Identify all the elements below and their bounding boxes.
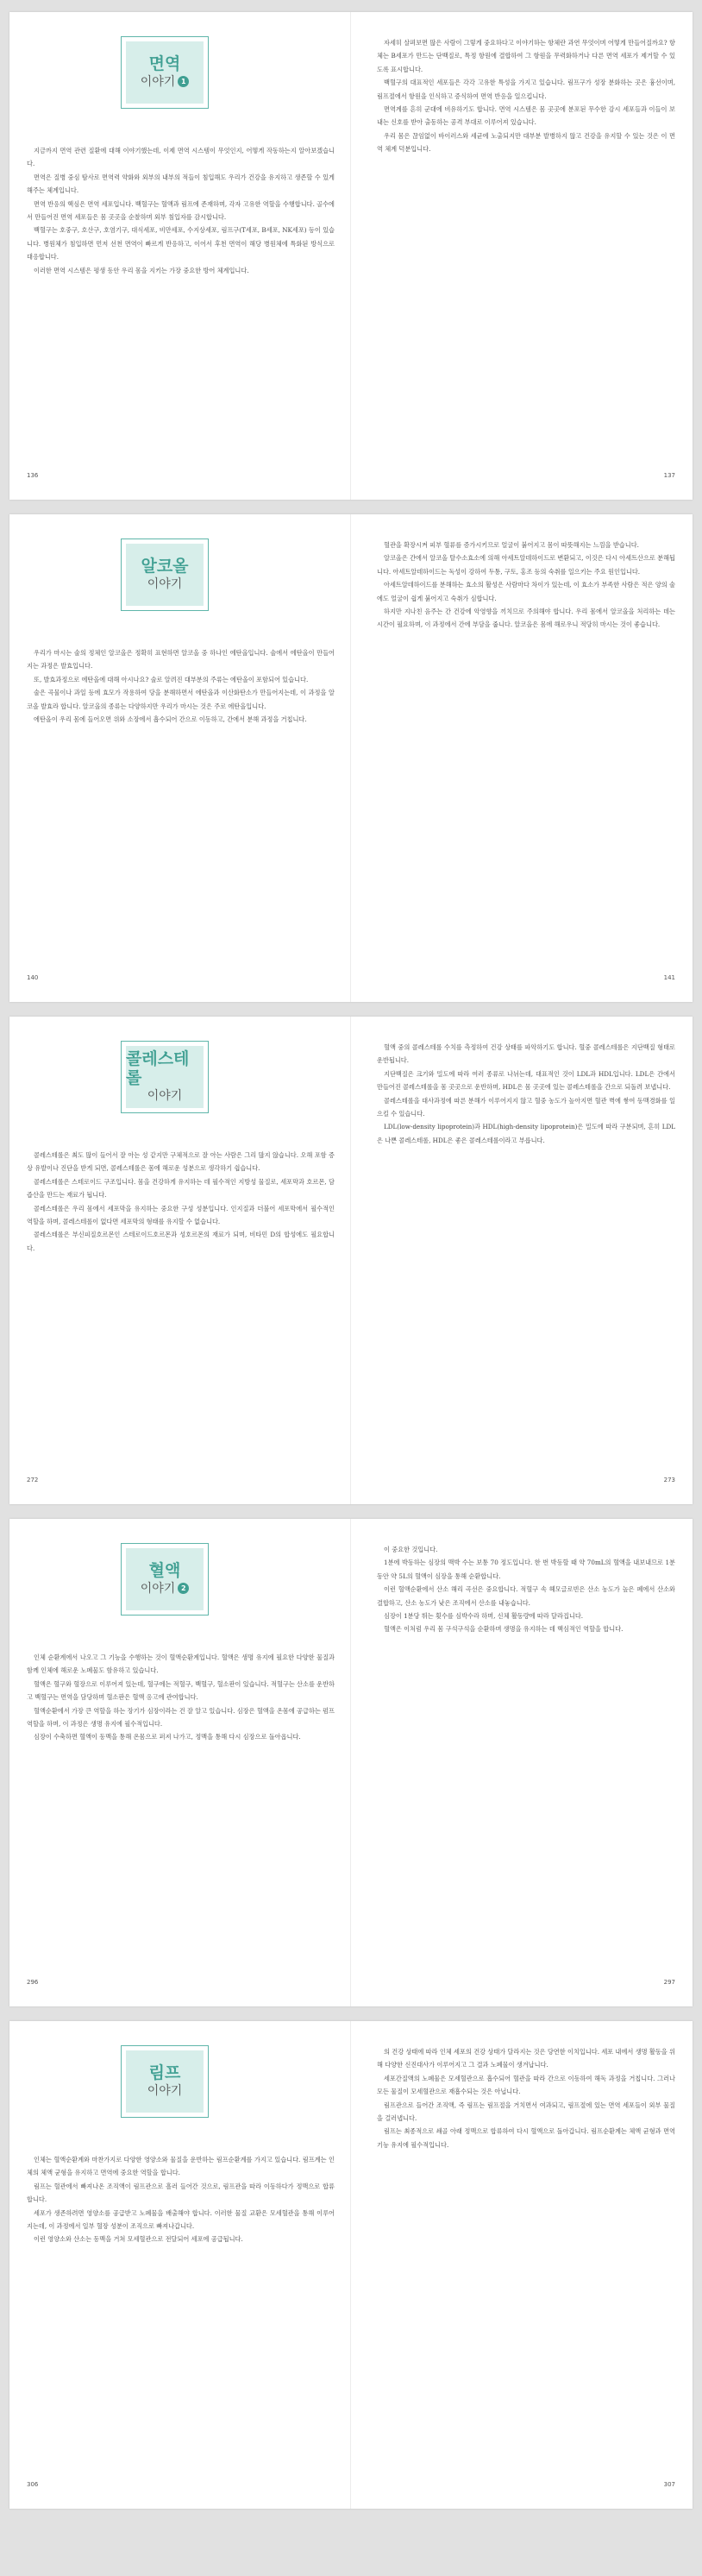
chapter-title-box	[121, 1041, 209, 1113]
page-number: 141	[663, 974, 675, 981]
paragraph: 이런 혈액순환에서 산소 해리 곡선은 중요합니다. 적혈구 속 헤모글로빈은 산소 농도가 높은 폐에서 산소와 결합하고, 산소 농도가 낮은 조직에서 산소를 내놓습니다.	[377, 1585, 675, 1607]
paragraph: 인체 순환계에서 나오고 그 기능을 수행하는 것이 혈액순환계입니다. 혈액은 생명 유지에 필요한 다양한 물질과 함께 인체에 해로운 노폐물도 함유하고 있습니다.	[27, 1653, 335, 1675]
body-text	[377, 2045, 675, 2151]
paragraph: 면역계를 흔히 군대에 비유하기도 합니다. 면역 시스템은 몸 곳곳에 분포된 무수한 감시 세포들과 이들이 보내는 신호를 받아 출동하는 공격 부대로 이루어져 있습니다.	[377, 105, 675, 127]
paragraph: 이러한 면역 시스템은 평생 동안 우리 몸을 지키는 가장 중요한 방어 체계입니다.	[34, 266, 249, 274]
chapter-title-box	[121, 36, 209, 109]
paragraph: 심장이 수축하면 혈액이 동맥을 통해 온몸으로 퍼져 나가고, 정맥을 통해 다시 심장으로 돌아옵니다.	[34, 1733, 301, 1741]
chapter-subtitle	[147, 1088, 183, 1104]
chapter-title-inner	[126, 1046, 204, 1108]
paragraph: 콜레스테롤은 최도 많이 들어서 잘 아는 성 같지만 구체적으로 잘 아는 사람은 그리 많지 않습니다. 오해 포함 증상 유발이나 진단을 받게 되면, 콜레스테롤은 몸에 해로운 성분으로 생각하기 쉽습니다.	[27, 1151, 335, 1173]
chapter-title-box	[121, 2045, 209, 2118]
paragraph: 심장이 1분당 뛰는 횟수를 심박수라 하며, 신체 활동량에 따라 달라집니다.	[384, 1612, 584, 1621]
left-page	[9, 2021, 351, 2509]
paragraph: 콜레스테롤은 스테로이드 구조입니다. 몸을 건강하게 유지하는 데 필수적인 지방성 물질로, 세포막과 호르몬, 담즙산을 만드는 재료가 됩니다.	[27, 1177, 335, 1200]
paragraph: 또, 발효과정으로 에탄올에 대해 아시나요? 술로 알려진 대부분의 주류는 에탄올이 포함되어 있습니다.	[34, 675, 309, 683]
paragraph: 콜레스테롤은 우리 몸에서 세포막을 유지하는 중요한 구성 성분입니다. 인지질과 더불어 세포막에서 필수적인 역할을 하며, 콜레스테롤이 없다면 세포막의 형태를 유지할 수 없습니다.	[27, 1204, 335, 1226]
body-text	[377, 1543, 675, 1636]
chapter-title-box	[121, 539, 209, 611]
page-number: 306	[27, 2481, 39, 2488]
paragraph: 아세트알데하이드를 분해하는 효소의 활성은 사람마다 차이가 있는데, 이 효소가 부족한 사람은 적은 양의 술에도 얼굴이 쉽게 붉어지고 숙취가 심합니다.	[377, 581, 675, 602]
chapter-subtitle-text: 이야기	[147, 2083, 183, 2098]
paragraph: 우리 몸은 끊임없이 바이러스와 세균에 노출되지만 대부분 발병하지 않고 건강을 유지할 수 있는 것은 이 면역 체계 덕분입니다.	[377, 131, 675, 154]
chapter-title-inner	[126, 41, 204, 104]
paragraph: 자세히 살펴보면 많은 사람이 그렇게 중요하다고 이야기하는 항체란 과연 무엇이며 어떻게 만들어질까요? 항체는 B세포가 만드는 단백질로, 특정 항원에 결합하여 그 항원을 무력화하거나 다른 면역 세포가 제거할 수 있도록 표시합니다.	[377, 39, 675, 73]
chapter-subtitle-text: 이야기	[140, 74, 176, 89]
body-text	[377, 36, 675, 156]
page-number: 297	[663, 1979, 675, 1986]
page-number: 140	[27, 974, 39, 981]
right-page	[351, 2021, 693, 2509]
page-number: 136	[27, 472, 39, 479]
paragraph: 지단백질은 크기와 밀도에 따라 여러 종류로 나뉘는데, 대표적인 것이 LDL과 HDL입니다. LDL은 간에서 만들어진 콜레스테롤을 몸 곳곳으로 운반하며, HDL은 몸 곳곳에 있는 콜레스테롤을 간으로 되돌려 보냅니다.	[377, 1069, 675, 1092]
paragraph: LDL(low-density lipoprotein)과 HDL(high-density lipoprotein)은 밀도에 따라 구분되며, 흔히 LDL은 나쁜 콜레스테롤, HDL은 좋은 콜레스테롤이라고 부릅니다.	[377, 1123, 675, 1144]
paragraph: 백혈구는 호중구, 호산구, 호염기구, 대식세포, 비만세포, 수지상세포, 림프구(T세포, B세포, NK세포) 등이 있습니다. 병원체가 침입하면 먼저 선천 면역이 빠르게 반응하고, 이어서 후천 면역이 해당 병원체에 특화된 방식으로 대응합니다.	[27, 226, 335, 261]
right-page	[351, 12, 693, 500]
paragraph: 면역은 질병 중심 탐사로 면역력 약화와 외부의 내부의 적들이 침입해도 우리가 건강을 유지하고 생존할 수 있게 해주는 체계입니다.	[27, 173, 335, 195]
body-text	[27, 2153, 335, 2246]
paragraph: 혈관을 확장시켜 피부 혈류를 증가시키므로 얼굴이 붉어지고 몸이 따뜻해지는 느낌을 받습니다.	[384, 541, 639, 549]
chapter-number-badge: 2	[178, 1583, 189, 1594]
chapter-subtitle	[141, 1581, 190, 1597]
paragraph: 알코올은 간에서 알코올 탈수소효소에 의해 아세트알데하이드로 변환되고, 이것은 다시 아세트산으로 분해됩니다. 아세트알데하이드는 독성이 강하여 두통, 구토, 홍조 등의 숙취를 일으키는 주요 원인입니다.	[377, 554, 675, 576]
body-text	[377, 539, 675, 632]
chapter-subtitle	[141, 74, 190, 90]
chapter-title: 콜레스테롤	[126, 1049, 190, 1087]
paragraph: 1분에 박동하는 심장의 맥박 수는 보통 70 정도입니다. 한 번 박동할 때 약 70mL의 혈액을 내보내므로 1분 동안 약 5L의 혈액이 심장을 통해 순환합니다.	[377, 1559, 675, 1580]
paragraph: 콜레스테롤을 대사과정에 따른 분해가 이루어지지 않고 혈중 농도가 높아지면 혈관 벽에 쌓여 동맥경화를 일으킬 수 있습니다.	[377, 1096, 675, 1118]
paragraph: 하지만 지나친 음주는 간 건강에 악영향을 끼치므로 주의해야 합니다. 우리 몸에서 알코올을 처리하는 데는 시간이 필요하며, 이 과정에서 간에 부담을 줍니다. 알코올은 몸에 해로우니 적당히 마시는 것이 좋습니다.	[377, 608, 675, 629]
paragraph: 지금까지 면역 관련 질환에 대해 이야기했는데, 이제 면역 시스템이 무엇인지, 어떻게 작동하는지 알아보겠습니다.	[27, 147, 335, 168]
chapter-title: 림프	[148, 2063, 181, 2082]
page-number: 307	[663, 2481, 675, 2488]
right-page	[351, 1519, 693, 2006]
chapter-title: 혈액	[148, 1560, 181, 1580]
paragraph: 혈액은 이처럼 우리 몸 구석구석을 순환하며 생명을 유지하는 데 핵심적인 역할을 합니다.	[384, 1625, 624, 1634]
left-page	[9, 1017, 351, 1504]
left-page	[9, 514, 351, 1002]
chapter-title: 면역	[148, 54, 181, 73]
paragraph: 림프관으로 들어간 조직액, 즉 림프는 림프절을 거치면서 여과되고, 림프절에 있는 면역 세포들이 외부 물질을 걸러냅니다.	[377, 2100, 675, 2123]
right-page	[351, 514, 693, 1002]
book-spread	[9, 1519, 693, 2006]
book-spread	[9, 12, 693, 500]
body-text	[27, 646, 335, 726]
paragraph: 혈액 중의 콜레스테롤 수치를 측정하여 건강 상태를 파악하기도 합니다. 혈중 콜레스테롤은 지단백질 형태로 운반됩니다.	[377, 1043, 675, 1065]
left-page	[9, 1519, 351, 2006]
paragraph: 인체는 혈액순환계와 마찬가지로 다양한 영양소와 물질을 운반하는 림프순환계를 가지고 있습니다. 림프계는 인체의 체액 균형을 유지하고 면역에 중요한 역할을 합니다.	[27, 2156, 335, 2177]
chapter-number-badge: 1	[178, 76, 189, 87]
paragraph: 이런 영양소와 산소는 동맥을 거쳐 모세혈관으로 전달되어 세포에 공급됩니다.	[34, 2235, 243, 2244]
paragraph: 술은 곡물이나 과일 등에 효모가 작용하여 당을 분해하면서 에탄올과 이산화탄소가 만들어지는데, 이 과정을 알코올 발효라 합니다. 알코올의 종류는 다양하지만 우리가 마시는 것은 주로 에탄올입니다.	[27, 689, 335, 710]
paragraph: 세포간질액의 노폐물은 모세혈관으로 흡수되어 혈관을 따라 간으로 이동하여 해독 과정을 거칩니다. 그러나 모든 물질이 모세혈관으로 재흡수되는 것은 아닙니다.	[377, 2074, 675, 2096]
chapter-subtitle-text: 이야기	[147, 576, 183, 591]
book-spread	[9, 1017, 693, 1504]
body-text	[27, 1651, 335, 1744]
chapter-title-box	[121, 1543, 209, 1616]
chapter-title-inner	[126, 2050, 204, 2113]
chapter-title-inner	[126, 1548, 204, 1610]
paragraph: 세포가 생존하려면 영양소를 공급받고 노폐물을 배출해야 합니다. 이러한 물질 교환은 모세혈관을 통해 이루어지는데, 이 과정에서 일부 혈장 성분이 조직으로 빠져나갑니다.	[27, 2208, 335, 2231]
page-number: 272	[27, 1477, 39, 1483]
page-number: 273	[663, 1477, 675, 1483]
book-spread	[9, 2021, 693, 2509]
paragraph: 혈액은 혈구와 혈장으로 이루어져 있는데, 혈구에는 적혈구, 백혈구, 혈소판이 있습니다. 적혈구는 산소를 운반하고 백혈구는 면역을 담당하며 혈소판은 혈액 응고에 관여합니다.	[27, 1679, 335, 1702]
paragraph: 백혈구의 대표적인 세포들은 각각 고유한 특성을 가지고 있습니다. 림프구가 성장 분화하는 곳은 흉선이며, 림프절에서 항원을 인식하고 증식하여 면역 반응을 일으킵니다.	[377, 79, 675, 100]
body-text	[27, 144, 335, 277]
paragraph: 면역 반응의 핵심은 면역 세포입니다. 백혈구는 혈액과 림프에 존재하며, 각자 고유한 역할을 수행합니다. 골수에서 만들어진 면역 세포들은 몸 곳곳을 순찰하며 외부 침입자를 감시합니다.	[27, 199, 335, 222]
chapter-subtitle	[147, 2083, 183, 2099]
paragraph: 림프는 혈관에서 빠져나온 조직액이 림프관으로 흘러 들어간 것으로, 림프관을 따라 이동하다가 정맥으로 합류합니다.	[27, 2182, 335, 2204]
paragraph: 콜레스테롤은 부신피질호르몬인 스테로이드호르몬과 성호르몬의 재료가 되며, 비타민 D의 합성에도 필요합니다.	[27, 1231, 335, 1252]
chapter-subtitle	[147, 576, 183, 592]
right-page	[351, 1017, 693, 1504]
chapter-subtitle-text: 이야기	[140, 1581, 176, 1596]
paragraph: 의 건강 상태에 따라 인체 세포의 건강 상태가 달라지는 것은 당연한 이치입니다. 세포 내에서 생명 활동을 위해 다양한 신진대사가 이루어지고 그 결과 노폐물이 생겨납니다.	[377, 2048, 675, 2069]
paragraph: 이 중요한 것입니다.	[384, 1546, 438, 1553]
page-number: 137	[663, 472, 675, 479]
paragraph: 림프는 최종적으로 쇄골 아래 정맥으로 합류하여 다시 혈액으로 돌아갑니다. 림프순환계는 체액 균형과 면역 기능 유지에 필수적입니다.	[377, 2127, 675, 2149]
left-page	[9, 12, 351, 500]
body-text	[377, 1041, 675, 1147]
book-spread	[9, 514, 693, 1002]
body-text	[27, 1149, 335, 1255]
page-number: 296	[27, 1979, 39, 1986]
chapter-title: 알코올	[141, 556, 189, 576]
chapter-title-inner	[126, 544, 204, 606]
paragraph: 우리가 마시는 술의 정체인 알코올은 정확히 표현하면 알코올 중 하나인 에탄올입니다. 술에서 에탄올이 만들어지는 과정은 발효입니다.	[27, 649, 335, 671]
chapter-subtitle-text: 이야기	[147, 1088, 183, 1103]
paragraph: 혈액순환에서 가장 큰 역할을 하는 장기가 심장이라는 건 잘 알고 있습니다. 심장은 혈액을 온몸에 공급하는 펌프 역할을 하며, 이 과정은 생명 유지에 필수적입니다.	[27, 1706, 335, 1729]
paragraph: 에탄올이 우리 몸에 들어오면 위와 소장에서 흡수되어 간으로 이동하고, 간에서 분해 과정을 거칩니다.	[34, 715, 307, 724]
